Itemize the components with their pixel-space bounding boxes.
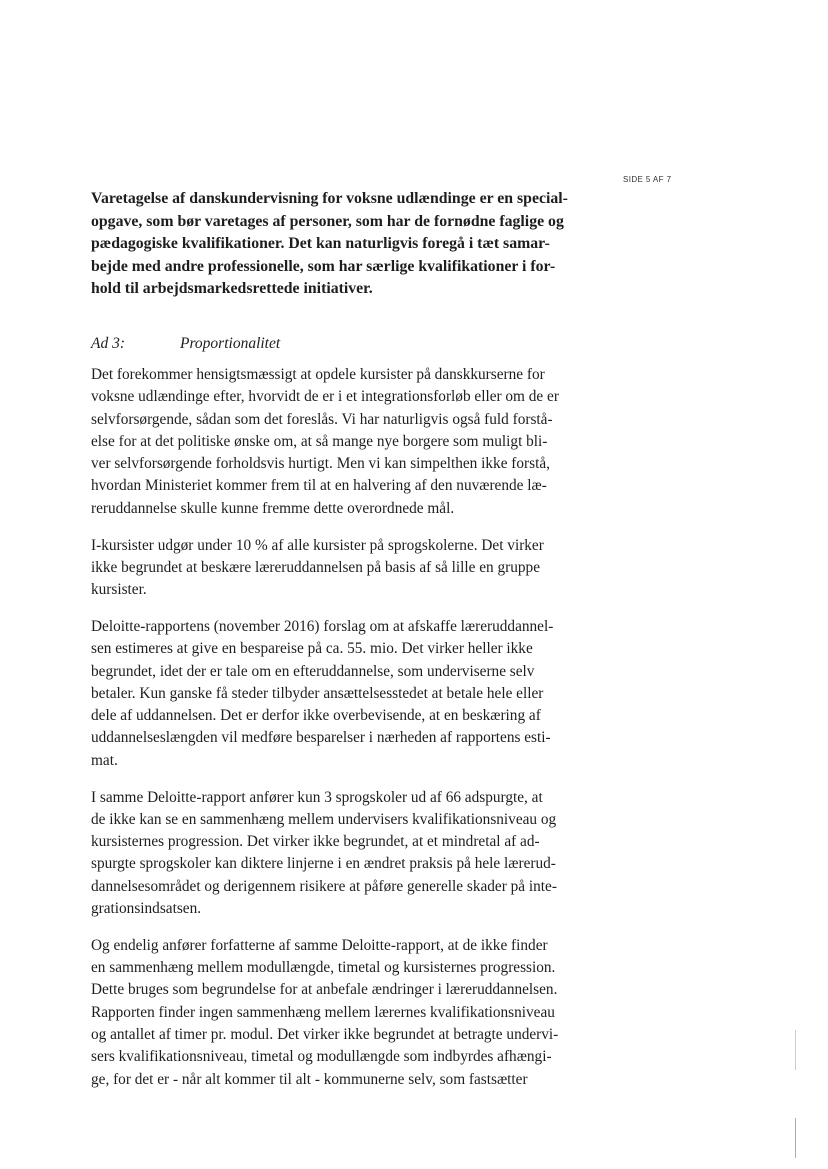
paragraph-line: ver selvforsørgende forholdsvis hurtigt. Men vi kan simpelthen ikke forstå, — [91, 455, 550, 473]
intro-line: bejde med andre professionelle, som har særlige kvalifikationer i for- — [91, 257, 556, 275]
paragraph — [91, 935, 559, 1091]
paragraph-line: spurgte sprogskoler kan diktere linjerne i en ændret praksis på hele lærerud- — [91, 855, 556, 873]
paragraph-line: dele af uddannelsen. Det er derfor ikke overbevisende, at en beskæring af — [91, 707, 541, 725]
paragraph-line: sers kvalifikationsniveau, timetal og modullængde som indbyrdes afhængi- — [91, 1048, 552, 1066]
body-text — [91, 364, 559, 1105]
paragraph-line: hvordan Ministeriet kommer frem til at en halvering af den nuværende læ- — [91, 477, 547, 495]
intro-line: hold til arbejdsmarkedsrettede initiativer. — [91, 280, 373, 298]
paragraph-line: Deloitte-rapportens (november 2016) forslag om at afskaffe læreruddannel- — [91, 617, 554, 635]
intro-line: Varetagelse af danskundervisning for voksne udlændinge er en special- — [91, 190, 568, 207]
paragraph-line: og antallet af timer pr. modul. Det virker ikke begrundet at betragte undervi- — [91, 1026, 559, 1044]
paragraph — [91, 787, 559, 921]
paragraph — [91, 364, 559, 520]
paragraph-line: ge, for det er - når alt kommer til alt - kommunerne selv, som fastsætter — [91, 1070, 528, 1088]
paragraph-line: Det forekommer hensigtsmæssigt at opdele kursister på danskkurserne for — [91, 366, 545, 383]
paragraph — [91, 616, 559, 772]
paragraph — [91, 535, 559, 602]
paragraph-line: I samme Deloitte-rapport anfører kun 3 sprogskoler ud af 66 adspurgte, at — [91, 788, 543, 806]
scan-edge-mark — [795, 1030, 796, 1070]
paragraph-line: voksne udlændinge efter, hvorvidt de er i et integrationsforløb eller om de er — [91, 388, 559, 406]
paragraph-line: sen estimeres at give en bespareise på ca. 55. mio. Det virker heller ikke — [91, 640, 533, 658]
paragraph-line: I-kursister udgør under 10 % af alle kursister på sprogskolerne. Det virker — [91, 536, 544, 554]
paragraph-line: kursister. — [91, 581, 147, 599]
paragraph-line: uddannelseslængden vil medføre besparelser i nærheden af rapportens esti- — [91, 729, 551, 747]
paragraph-line: reruddannelse skulle kunne fremme dette overordnede mål. — [91, 499, 455, 517]
paragraph-line: Og endelig anfører forfatterne af samme Deloitte-rapport, at de ikke finder — [91, 936, 548, 954]
paragraph-line: betaler. Kun ganske få steder tilbyder ansættelsesstedet at betale hele eller — [91, 684, 544, 702]
paragraph-line: mat. — [91, 751, 118, 769]
paragraph-line: Rapporten finder ingen sammenhæng mellem lærernes kvalifikationsniveau — [91, 1003, 555, 1021]
section-heading — [91, 335, 280, 353]
paragraph-line: grationsindsatsen. — [91, 900, 202, 918]
paragraph-line: kursisternes progression. Det virker ikke begrundet, at et mindretal af ad- — [91, 833, 540, 851]
paragraph-line: de ikke kan se en sammenhæng mellem undervisers kvalifikationsniveau og — [91, 810, 557, 828]
paragraph-line: dannelsesområdet og derigennem risikere at påføre generelle skader på inte- — [91, 877, 557, 895]
paragraph-line: en sammenhæng mellem modullængde, timetal og kursisternes progression. — [91, 959, 556, 977]
intro-line: pædagogiske kvalifikationer. Det kan naturligvis foregå i tæt samar- — [91, 235, 550, 253]
intro-line: opgave, som bør varetages af personer, som har de fornødne faglige og — [91, 212, 564, 230]
paragraph-line: ikke begrundet at beskære læreruddannelsen på basis af så lille en gruppe — [91, 558, 540, 576]
page-number: SIDE 5 AF 7 — [623, 175, 672, 184]
intro-bold-paragraph — [91, 188, 568, 301]
section-title: Proportionalitet — [180, 335, 281, 352]
paragraph-line: else for at det politiske ønske om, at så mange nye borgere som muligt bli- — [91, 432, 548, 450]
paragraph-line: Dette bruges som begrundelse for at anbefale ændringer i læreruddannelsen. — [91, 981, 558, 999]
scan-edge-mark — [795, 1118, 796, 1158]
section-label: Ad 3: — [91, 335, 126, 352]
paragraph-line: selvforsørgende, sådan som det foreslås. Vi har naturligvis også fuld forstå- — [91, 410, 553, 428]
paragraph-line: begrundet, idet der er tale om en efteruddannelse, som underviserne selv — [91, 662, 535, 680]
